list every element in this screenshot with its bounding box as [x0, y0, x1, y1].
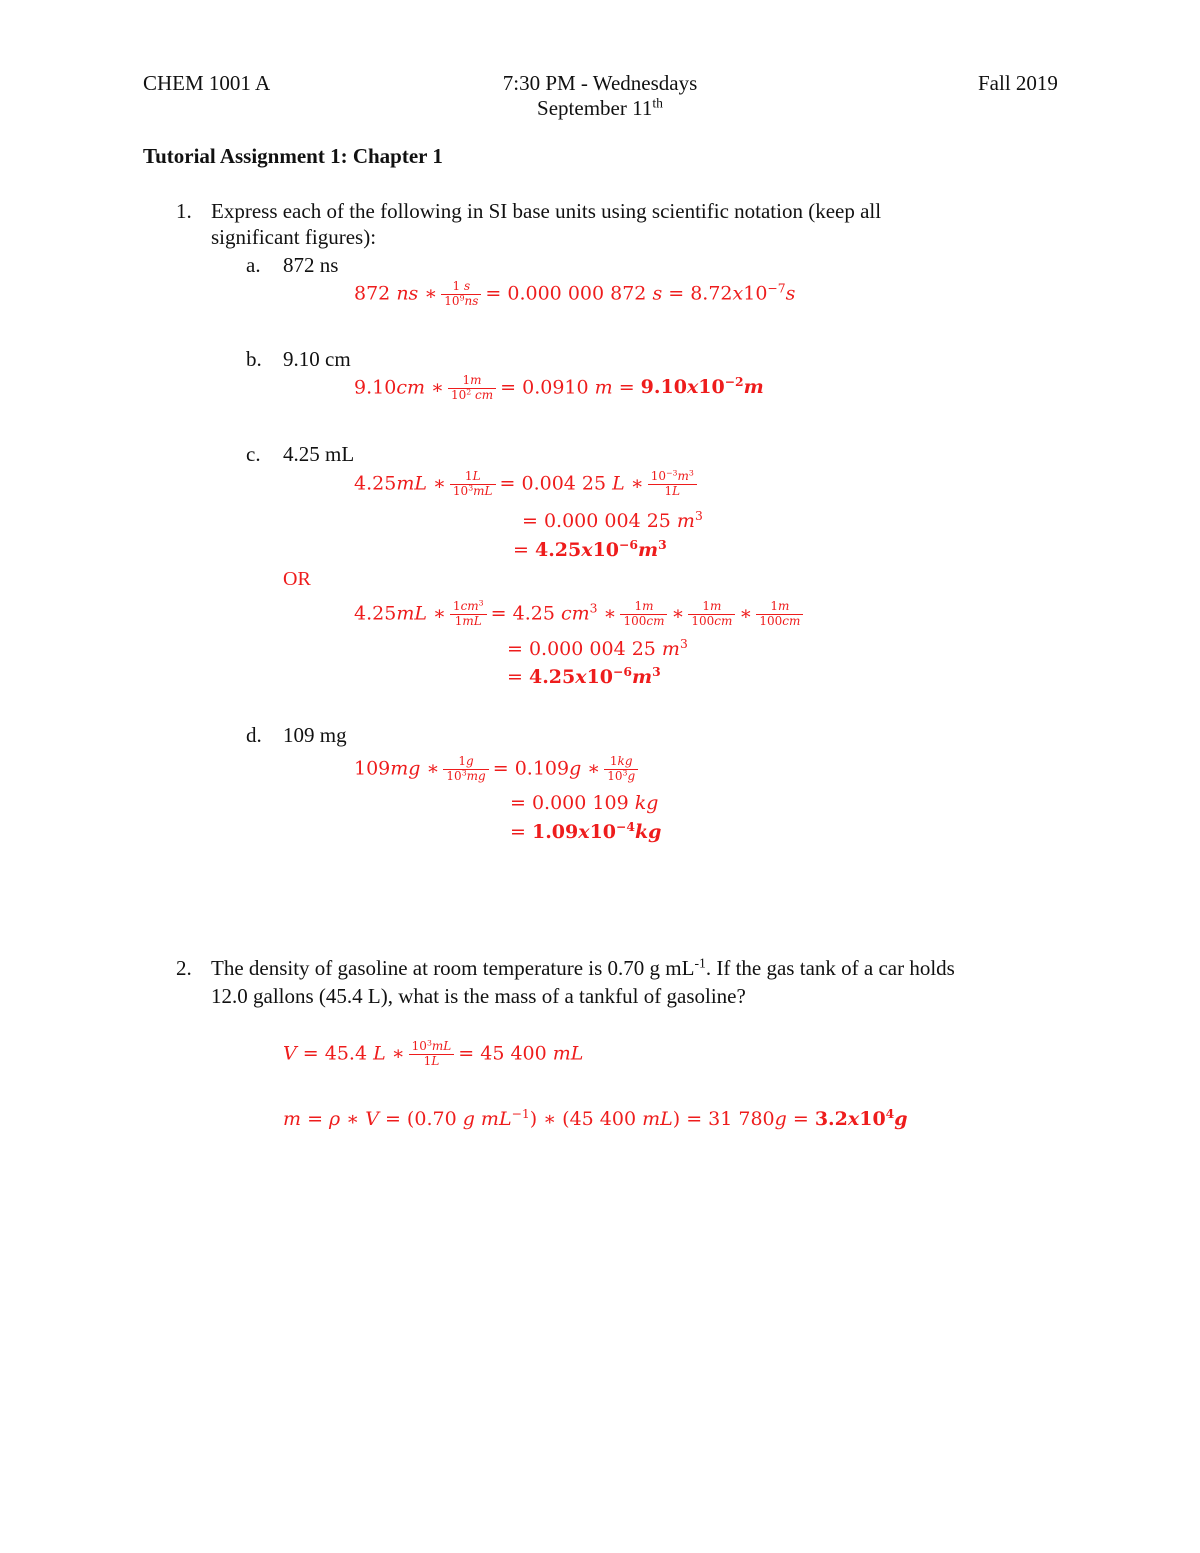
q1d-label: d. — [246, 723, 262, 747]
q1c-value: 4.25 mL — [283, 442, 355, 466]
q1-text-line2: significant figures): — [211, 225, 377, 249]
term: Fall 2019 — [978, 71, 1058, 95]
q2-mass-solution: m = ρ ∗ V = (0.70 g $mL^{-1}$) ∗ (45 400 mL) = 31 $780g = 3.2x10^4g$ — [283, 1106, 908, 1130]
q1-number: 1. — [176, 199, 192, 223]
q1c-solution-line1: 4.25mL ∗ $\frac{1L}{10^3mL}$ = 0.004 25 L ∗ $\frac{10^{-3}m^3}{1L}$ — [354, 470, 701, 499]
page-title: Tutorial Assignment 1: Chapter 1 — [143, 144, 443, 168]
q1c-label: c. — [246, 442, 261, 466]
q1d-value: 109 mg — [283, 723, 347, 747]
q2-volume-solution: V = 45.4 L ∗ $\frac{10^3mL}{1L}$ = 45 400 mL — [283, 1038, 584, 1068]
q1c-solution-line2: = 0.000 004 25 $m^3$ — [522, 509, 703, 532]
q1a-label: a. — [246, 253, 261, 277]
q1d-solution-line2: = 0.000 109 kg — [510, 792, 659, 814]
q1-text-line1: Express each of the following in SI base units using scientific notation (keep all — [211, 199, 882, 223]
q1b-label: b. — [246, 347, 262, 371]
q1c-alt-solution-line1: 4.25mL ∗ $\frac{1cm^3}{1mL}$ = 4.25 $cm^3$ ∗ $\frac{1m}{100cm}$ ∗ $\frac{1m}{100cm}$ ∗ $\frac{1m}{100cm}$ — [354, 600, 807, 629]
course-code: CHEM 1001 A — [143, 71, 271, 95]
q1c-alt-solution-line3: = $4.25x10^{-6}m^3$ — [507, 664, 661, 688]
q1a-solution: 872 ns ∗ $\frac{1 s}{10^9ns}$ = 0.000 000 872 $s = 8.72x10^{-7}s$ — [354, 279, 796, 308]
q1d-solution-line1: 109mg ∗ $\frac{1g}{10^3mg}$ = 0.109g ∗ $\frac{1kg}{10^3g}$ — [354, 755, 642, 784]
q1a-value: 872 ns — [283, 253, 339, 277]
class-date: September 11th — [537, 95, 663, 120]
q2-text-line1: The density of gasoline at room temperature is 0.70 g $mL^{-1}$. If the gas tank of a car holds — [211, 955, 955, 980]
q1b-value: 9.10 cm — [283, 347, 351, 371]
q2-number: 2. — [176, 956, 192, 980]
q1c-or: OR — [283, 568, 311, 590]
q1c-alt-solution-line2: = 0.000 004 25 $m^3$ — [507, 637, 688, 660]
q1b-solution: 9.10cm ∗ $\frac{1m}{10^2 cm}$ = 0.0910 $m = 9.10x10^{-2}m$ — [354, 373, 764, 402]
q2-text-line2: 12.0 gallons (45.4 L), what is the mass of a tankful of gasoline? — [211, 984, 746, 1008]
class-time: 7:30 PM - Wednesdays — [502, 71, 698, 95]
q1d-solution-line3: = $1.09x10^{-4}kg$ — [510, 819, 662, 843]
q1c-solution-line3: = $4.25x10^{-6}m^3$ — [513, 537, 667, 561]
